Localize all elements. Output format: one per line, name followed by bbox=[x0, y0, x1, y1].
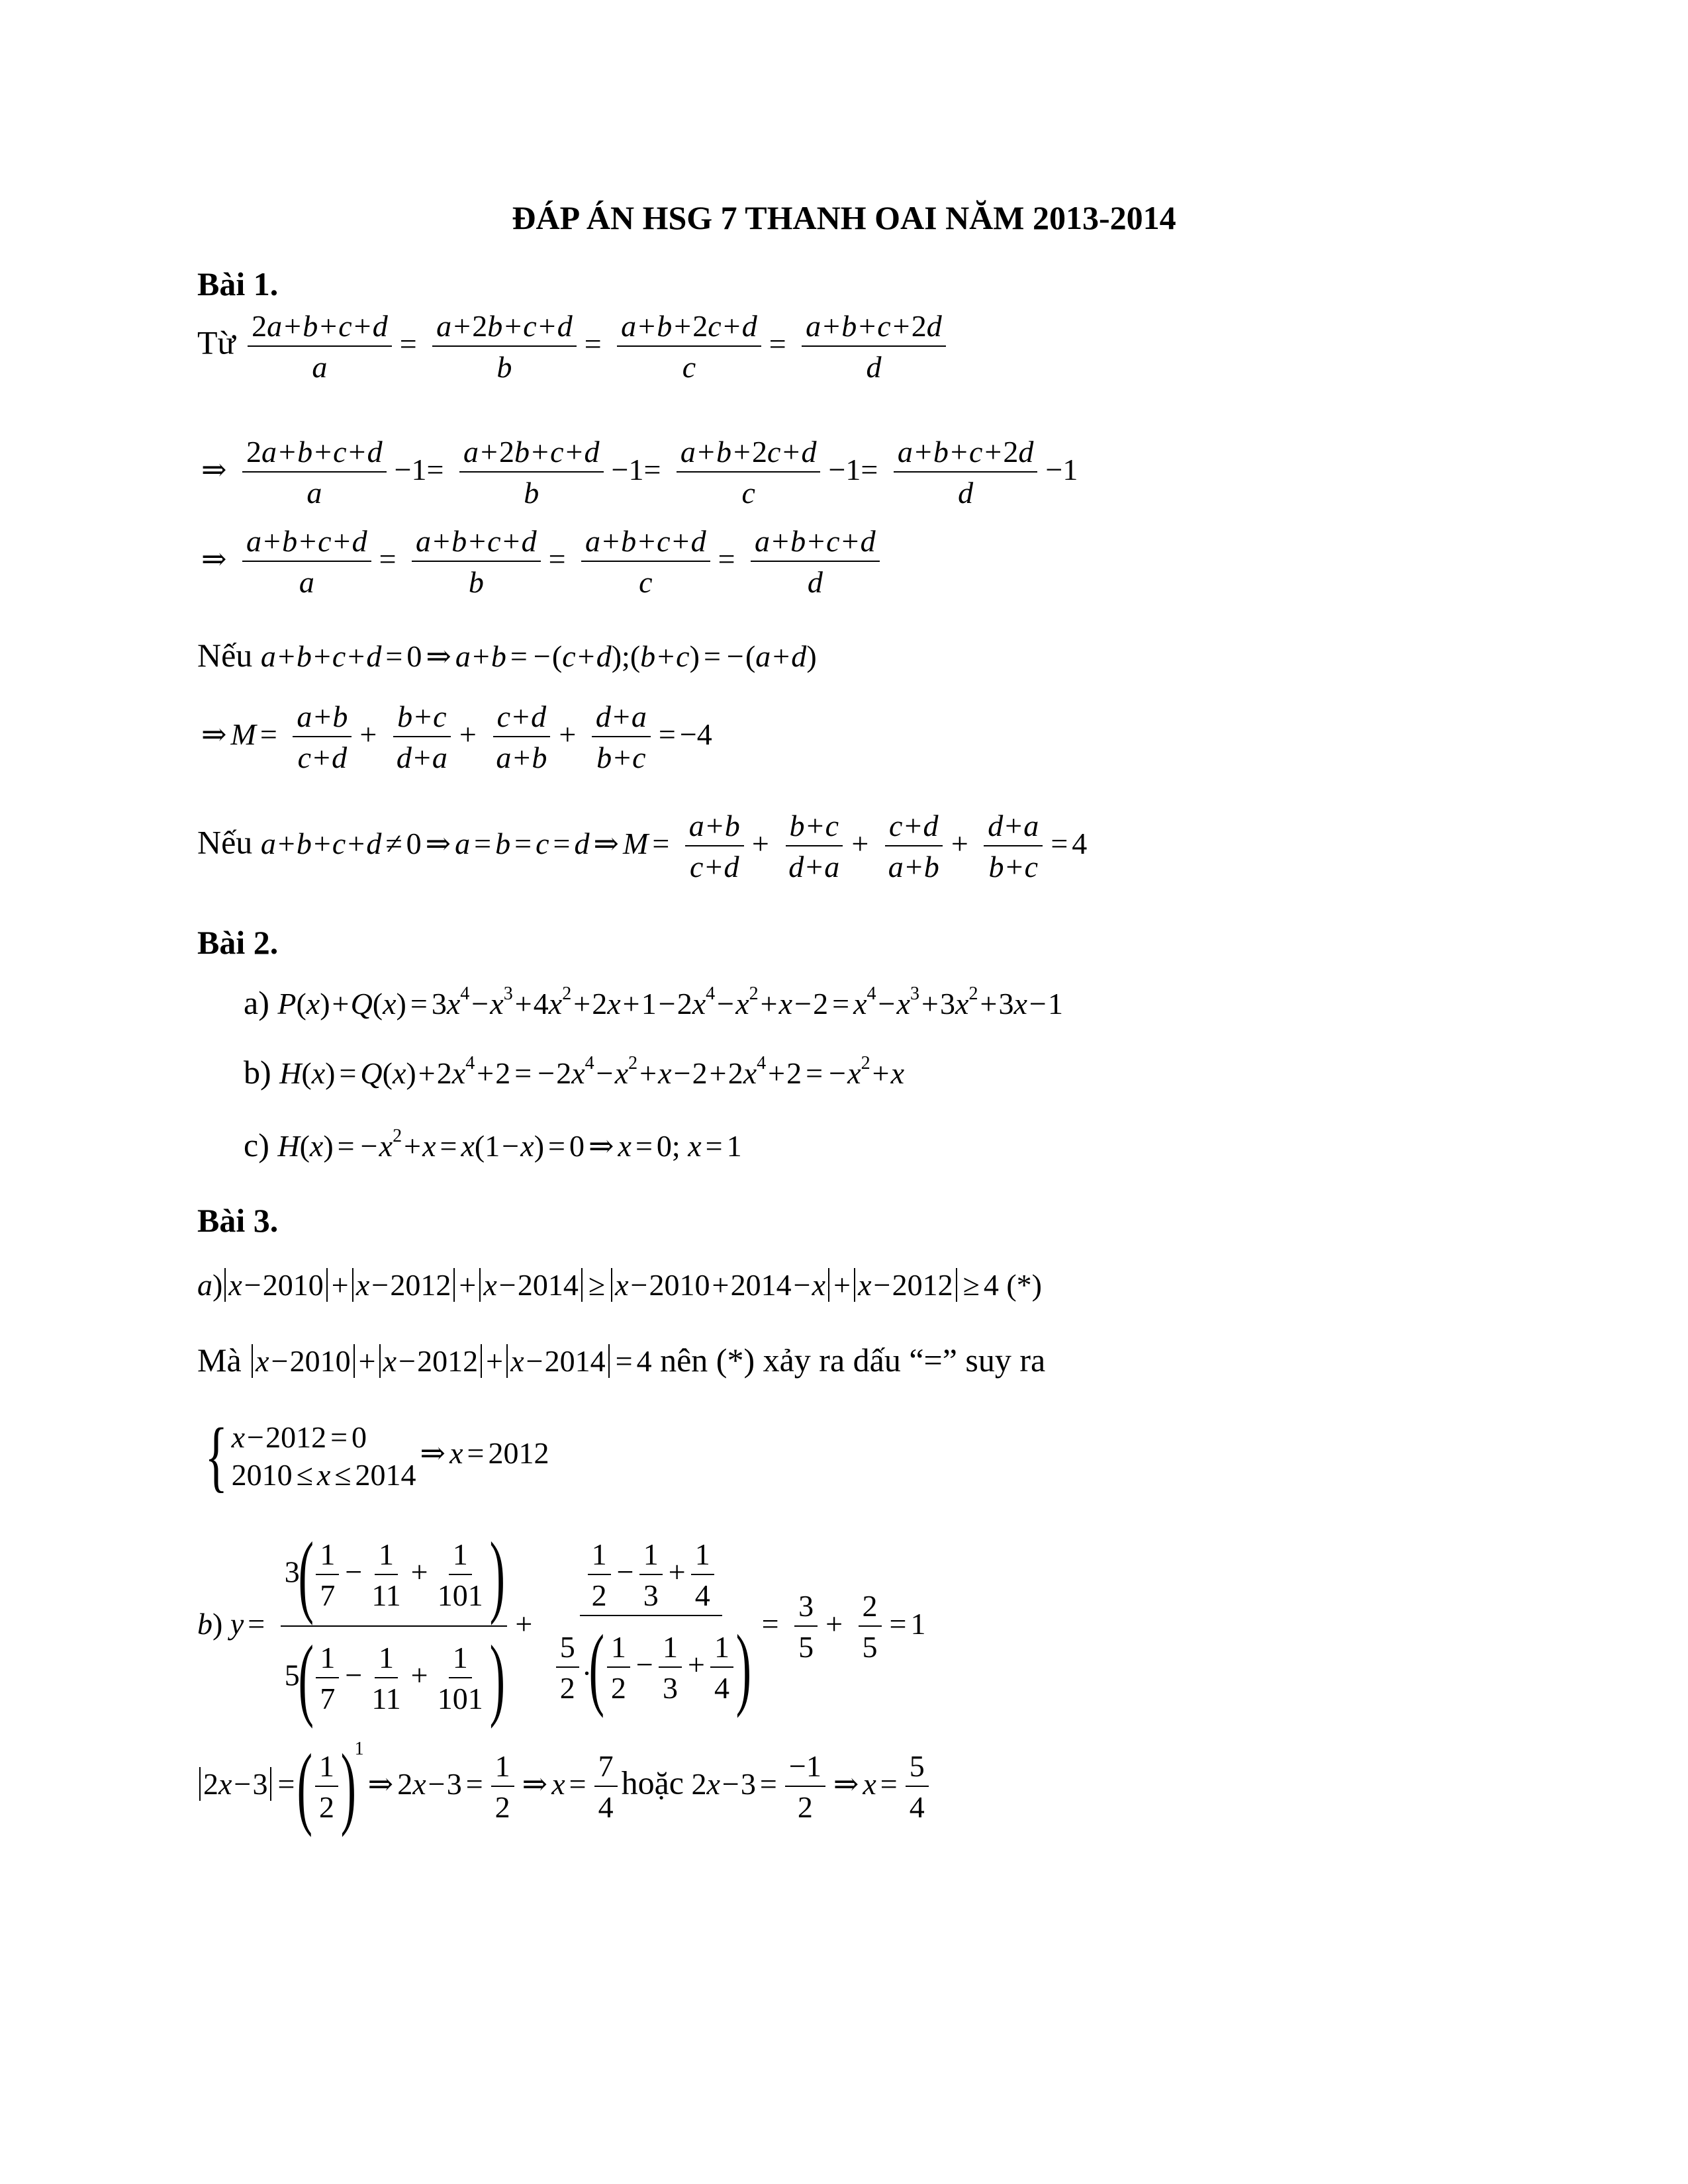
equation-bai3-b-y: b) y = 3( $\frac{1}{7}$ − $\frac{1}{11}$ + $\frac{1}{101}$ ) 5( $\frac{1}{7}$ − $\frac{1}{11}$ + $\frac{1}{101}$ ) + $\frac{1}{2}$ − $\frac{1}{3}$ + $\frac{1}{4}$ $\frac{5}{2}$ .( $\frac{1}{2}$ − $\frac{1}{3}$ + $\frac{1}{4}$ ) = $\frac{3}{5}$ + $\frac{2}{5}$ = 1 bbox=[197, 1524, 926, 1729]
equation-bai1-case-zero: Nếu a+b+c+d = 0 ⇒ a+b = −(c+d);(b+c) = −(a+d) bbox=[197, 637, 817, 674]
equation-bai1-equal-sums: ⇒ $\frac{a+b+c+d}{a}$ = $\frac{a+b+c+d}{b}$ = $\frac{a+b+c+d}{c}$ = $\frac{a+b+c+d}{d}$ bbox=[197, 526, 884, 598]
equation-bai3-system: { x−2012 = 0 2010 ≤ x ≤ 2014 ⇒ x = 2012 bbox=[205, 1412, 549, 1500]
equation-bai3-a-equality: Mà x−2010 + x−2012 + x−2014 = 4 nên (*) xảy ra dấu “=” suy ra bbox=[197, 1342, 1046, 1379]
word-neu-2: Nếu bbox=[197, 823, 253, 861]
equation-bai2-a: a) $P(x)+Q(x) = 3x^4-x^3+4x^2+2x+1-2x^4-x^2+x-2 = x^4-x^3+3x^2+3x-1$ bbox=[244, 983, 1063, 1021]
page-title: ĐÁP ÁN HSG 7 THANH OAI NĂM 2013-2014 bbox=[512, 199, 1176, 236]
label-a: a) bbox=[244, 984, 269, 1021]
section-heading-bai-3: Bài 3. bbox=[197, 1202, 279, 1239]
word-hoac: hoặc bbox=[621, 1764, 684, 1801]
equation-bai1-minus-one: ⇒ $\frac{2a+b+c+d}{a}$ −1= $\frac{a+2b+c+d}{b}$ −1= $\frac{a+b+2c+d}{c}$ −1= $\frac{a+b+c+2d}{d}$ −1 bbox=[201, 435, 1078, 510]
word-ma: Mà bbox=[197, 1342, 242, 1379]
section-heading-bai-2: Bài 2. bbox=[197, 924, 279, 961]
label-b: b) bbox=[244, 1054, 271, 1091]
equation-bai3-a-inequality: a) x−2010 + x−2012 + x−2014 ≥ x−2010+2014−x + x−2012 ≥ 4 (*) bbox=[197, 1268, 1042, 1302]
word-neu-1: Nếu bbox=[197, 637, 253, 674]
equation-bai1-given: Từ $\frac{2a+b+c+d}{a}$ = $\frac{a+2b+c+d}{b}$ = $\frac{a+b+2c+d}{c}$ = $\frac{a+b+c+2d}{d}$ bbox=[197, 311, 950, 383]
equation-bai2-b: b) $H(x) = Q(x)+2x^4+2 = -2x^4-x^2+x-2+2x^4+2 = -x^2+x$ bbox=[244, 1053, 905, 1091]
equation-bai3-b-abs: 2x−3 =( $\frac{1}{2}$ )$^1$⇒ 2x−3 = $\frac{1}{2}$ ⇒ x = $\frac{7}{4}$ hoặc 2x−3 = $\frac{-1}{2}$ ⇒ x = $\frac{5}{4}$ bbox=[197, 1741, 933, 1833]
label-c: c) bbox=[244, 1126, 269, 1163]
equation-bai2-c: c) $H(x) = -x^2+x = x(1-x) = 0$ ⇒ x = 0; x = 1 bbox=[244, 1126, 742, 1163]
equation-bai1-m-minus-four: ⇒ M = $\frac{a+b}{c+d}$ + $\frac{b+c}{d+a}$ + $\frac{c+d}{a+b}$ + $\frac{d+a}{b+c}$ = −4 bbox=[201, 700, 712, 774]
equation-bai1-m-four: Nếu a+b+c+d ≠ 0 ⇒ a = b = c = d ⇒ M = $\frac{a+b}{c+d}$ + $\frac{b+c}{d+a}$ + $\frac{c+d}{a+b}$ + $\frac{d+a}{b+c}$ = 4 bbox=[197, 809, 1088, 884]
word-tu: Từ bbox=[197, 324, 236, 361]
phrase-nen-xay-ra: nên (*) xảy ra dấu “=” suy ra bbox=[660, 1342, 1046, 1379]
section-heading-bai-1: Bài 1. bbox=[197, 265, 279, 302]
